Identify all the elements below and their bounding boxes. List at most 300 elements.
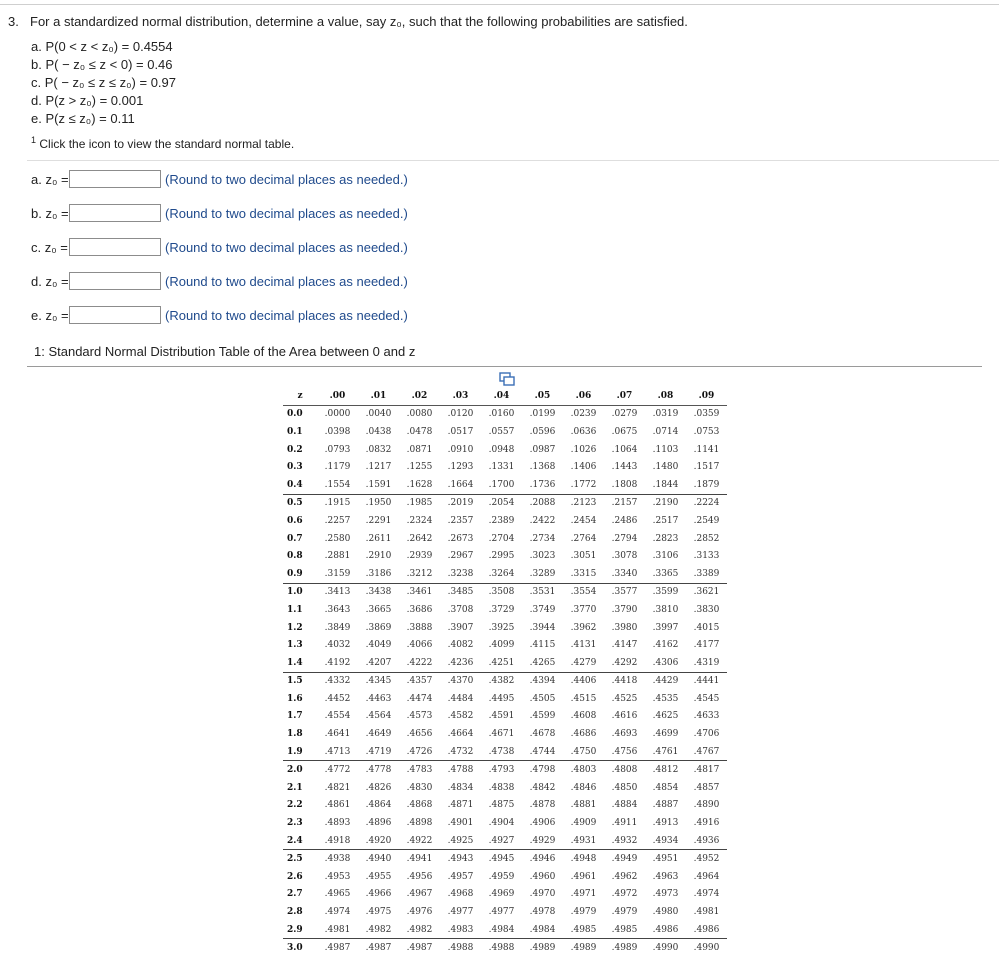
area-cell: .4564 bbox=[365, 711, 392, 722]
area-cell: .0359 bbox=[693, 409, 720, 420]
top-divider bbox=[0, 4, 999, 5]
area-cell: .0040 bbox=[365, 409, 392, 420]
area-cell: .3980 bbox=[611, 622, 638, 633]
table-title-divider bbox=[27, 366, 982, 367]
area-cell: .1255 bbox=[406, 462, 433, 473]
area-cell: .4941 bbox=[399, 850, 440, 868]
answer-hint-e: (Round to two decimal places as needed.) bbox=[165, 307, 408, 323]
table-row bbox=[283, 850, 727, 868]
area-cell: .4783 bbox=[399, 761, 440, 779]
area-cell: .4778 bbox=[358, 761, 399, 779]
area-cell: .4913 bbox=[652, 818, 679, 829]
area-cell: .4484 bbox=[447, 693, 474, 704]
area-cell: .2910 bbox=[365, 551, 392, 562]
table-row bbox=[283, 654, 727, 672]
area-cell: .1368 bbox=[529, 462, 556, 473]
area-cell: .4756 bbox=[611, 746, 638, 757]
area-cell: .2734 bbox=[529, 533, 556, 544]
area-cell: .4671 bbox=[488, 729, 515, 740]
area-cell: .0279 bbox=[611, 409, 638, 420]
area-cell: .4952 bbox=[686, 850, 727, 868]
area-cell: .4911 bbox=[611, 818, 638, 829]
z-value-cell: 2.0 bbox=[283, 761, 317, 779]
area-cell: .3944 bbox=[529, 622, 556, 633]
area-cell: .2224 bbox=[686, 494, 727, 512]
area-cell: .4971 bbox=[570, 889, 597, 900]
area-cell: .3438 bbox=[358, 583, 399, 601]
area-cell: .0793 bbox=[324, 444, 351, 455]
table-row bbox=[283, 743, 727, 761]
z-value-cell: 0.6 bbox=[287, 515, 303, 526]
area-cell: .4599 bbox=[529, 711, 556, 722]
area-cell: .3159 bbox=[324, 568, 351, 579]
area-cell: .3770 bbox=[570, 604, 597, 615]
area-cell: .4032 bbox=[324, 640, 351, 651]
table-row bbox=[283, 797, 727, 815]
answer-input-a[interactable] bbox=[69, 170, 161, 188]
z-value-cell: 2.1 bbox=[287, 782, 303, 793]
answer-label-b: b. z₀ = bbox=[31, 205, 69, 221]
copy-icon[interactable] bbox=[499, 372, 515, 386]
area-cell: .4949 bbox=[604, 850, 645, 868]
area-cell: .4147 bbox=[611, 640, 638, 651]
z-value-cell: 2.5 bbox=[283, 850, 317, 868]
area-cell: .2324 bbox=[406, 515, 433, 526]
footnote-text: Click the icon to view the standard normal table. bbox=[39, 137, 295, 151]
answer-label-d: d. z₀ = bbox=[31, 273, 69, 289]
answer-row-c bbox=[31, 235, 408, 259]
area-cell: .3078 bbox=[611, 551, 638, 562]
area-cell: .4693 bbox=[611, 729, 638, 740]
area-cell: .4967 bbox=[406, 889, 433, 900]
area-cell: .1950 bbox=[358, 494, 399, 512]
area-cell: .4948 bbox=[563, 850, 604, 868]
area-cell: .4864 bbox=[365, 800, 392, 811]
area-cell: .2389 bbox=[488, 515, 515, 526]
area-cell: .4973 bbox=[652, 889, 679, 900]
area-cell: .4429 bbox=[645, 672, 686, 690]
area-cell: .4788 bbox=[440, 761, 481, 779]
z-value-cell: 0.9 bbox=[287, 568, 303, 579]
answer-hint-b: (Round to two decimal places as needed.) bbox=[165, 205, 408, 221]
area-cell: .1064 bbox=[611, 444, 638, 455]
area-cell: .4678 bbox=[529, 729, 556, 740]
answer-label-e: e. z₀ = bbox=[31, 307, 69, 323]
answer-hint-d: (Round to two decimal places as needed.) bbox=[165, 273, 408, 289]
table-row bbox=[283, 708, 727, 726]
area-cell: .3340 bbox=[611, 568, 638, 579]
z-value-cell: 0.0 bbox=[287, 409, 303, 420]
area-cell: .0987 bbox=[529, 444, 556, 455]
table-row bbox=[283, 779, 727, 797]
area-cell: .4909 bbox=[570, 818, 597, 829]
area-cell: .4987 bbox=[317, 939, 358, 957]
area-cell: .4394 bbox=[522, 672, 563, 690]
area-cell: .4959 bbox=[488, 871, 515, 882]
area-cell: .4767 bbox=[693, 746, 720, 757]
answer-row-a bbox=[31, 167, 408, 191]
answer-input-b[interactable] bbox=[69, 204, 161, 222]
part-a: a. P(0 < z < z₀) = 0.4554 bbox=[31, 39, 173, 54]
area-cell: .4505 bbox=[529, 693, 556, 704]
area-cell: .4573 bbox=[406, 711, 433, 722]
area-cell: .3365 bbox=[652, 568, 679, 579]
column-header: .00 bbox=[317, 387, 358, 405]
area-cell: .2517 bbox=[652, 515, 679, 526]
area-cell: .4732 bbox=[447, 746, 474, 757]
area-cell: .4582 bbox=[447, 711, 474, 722]
z-value-cell: 1.1 bbox=[287, 604, 303, 615]
answer-input-e[interactable] bbox=[69, 306, 161, 324]
z-value-cell: 1.0 bbox=[283, 583, 317, 601]
area-cell: .2190 bbox=[645, 494, 686, 512]
table-row bbox=[283, 565, 727, 583]
table-row bbox=[283, 690, 727, 708]
area-cell: .4525 bbox=[611, 693, 638, 704]
area-cell: .4976 bbox=[406, 907, 433, 918]
z-table bbox=[283, 387, 727, 957]
table-row bbox=[283, 868, 727, 886]
area-cell: .3289 bbox=[529, 568, 556, 579]
area-cell: .4990 bbox=[686, 939, 727, 957]
area-cell: .4706 bbox=[693, 729, 720, 740]
area-cell: .4906 bbox=[529, 818, 556, 829]
area-cell: .1331 bbox=[488, 462, 515, 473]
column-header: .05 bbox=[522, 387, 563, 405]
area-cell: .4854 bbox=[652, 782, 679, 793]
answer-input-c[interactable] bbox=[69, 238, 161, 256]
question-parts bbox=[31, 38, 176, 128]
area-cell: .4207 bbox=[365, 657, 392, 668]
table-row bbox=[283, 921, 727, 939]
area-cell: .4963 bbox=[652, 871, 679, 882]
area-cell: .4962 bbox=[611, 871, 638, 882]
area-cell: .4968 bbox=[447, 889, 474, 900]
area-cell: .4975 bbox=[365, 907, 392, 918]
table-title: 1: Standard Normal Distribution Table of the Area between 0 and z bbox=[34, 344, 416, 359]
area-cell: .4082 bbox=[447, 640, 474, 651]
area-cell: .1985 bbox=[399, 494, 440, 512]
area-cell: .4989 bbox=[522, 939, 563, 957]
area-cell: .3729 bbox=[488, 604, 515, 615]
area-cell: .4616 bbox=[611, 711, 638, 722]
area-cell: .4985 bbox=[611, 924, 638, 935]
area-cell: .4664 bbox=[447, 729, 474, 740]
area-cell: .1628 bbox=[406, 479, 433, 490]
area-cell: .4984 bbox=[488, 924, 515, 935]
area-cell: .1480 bbox=[652, 462, 679, 473]
area-cell: .2823 bbox=[652, 533, 679, 544]
area-cell: .2881 bbox=[324, 551, 351, 562]
area-cell: .4332 bbox=[317, 672, 358, 690]
area-cell: .4896 bbox=[365, 818, 392, 829]
area-cell: .4953 bbox=[324, 871, 351, 882]
area-cell: .4966 bbox=[365, 889, 392, 900]
area-cell: .1026 bbox=[570, 444, 597, 455]
area-cell: .3238 bbox=[447, 568, 474, 579]
table-row bbox=[283, 547, 727, 565]
area-cell: .4904 bbox=[488, 818, 515, 829]
answer-input-d[interactable] bbox=[69, 272, 161, 290]
area-cell: .3790 bbox=[611, 604, 638, 615]
area-cell: .3186 bbox=[365, 568, 392, 579]
area-cell: .4192 bbox=[324, 657, 351, 668]
area-cell: .2794 bbox=[611, 533, 638, 544]
z-value-cell: 1.6 bbox=[287, 693, 303, 704]
area-cell: .0000 bbox=[324, 409, 351, 420]
z-value-cell: 0.5 bbox=[283, 494, 317, 512]
area-cell: .4719 bbox=[365, 746, 392, 757]
area-cell: .4452 bbox=[324, 693, 351, 704]
area-cell: .4938 bbox=[317, 850, 358, 868]
area-cell: .3621 bbox=[686, 583, 727, 601]
area-cell: .4738 bbox=[488, 746, 515, 757]
z-value-cell: 0.4 bbox=[287, 479, 303, 490]
area-cell: .4265 bbox=[529, 657, 556, 668]
area-cell: .4982 bbox=[365, 924, 392, 935]
area-cell: .2157 bbox=[604, 494, 645, 512]
area-cell: .3315 bbox=[570, 568, 597, 579]
area-cell: .4955 bbox=[365, 871, 392, 882]
answer-row-d bbox=[31, 269, 408, 293]
area-cell: .1406 bbox=[570, 462, 597, 473]
area-cell: .4545 bbox=[693, 693, 720, 704]
area-cell: .3508 bbox=[481, 583, 522, 601]
area-cell: .4292 bbox=[611, 657, 638, 668]
z-value-cell: 1.9 bbox=[287, 746, 303, 757]
area-cell: .4868 bbox=[406, 800, 433, 811]
area-cell: .3869 bbox=[365, 622, 392, 633]
area-cell: .4279 bbox=[570, 657, 597, 668]
area-cell: .1179 bbox=[324, 462, 351, 473]
area-cell: .0438 bbox=[365, 426, 392, 437]
area-cell: .3810 bbox=[652, 604, 679, 615]
area-cell: .1879 bbox=[693, 479, 720, 490]
table-row bbox=[283, 636, 727, 654]
area-cell: .4177 bbox=[693, 640, 720, 651]
area-cell: .3106 bbox=[652, 551, 679, 562]
z-value-cell: 2.2 bbox=[287, 800, 303, 811]
area-cell: .3023 bbox=[529, 551, 556, 562]
area-cell: .2764 bbox=[570, 533, 597, 544]
area-cell: .3665 bbox=[365, 604, 392, 615]
z-value-cell: 1.7 bbox=[287, 711, 303, 722]
area-cell: .3531 bbox=[522, 583, 563, 601]
area-cell: .4979 bbox=[570, 907, 597, 918]
area-cell: .4922 bbox=[406, 835, 433, 846]
area-cell: .4625 bbox=[652, 711, 679, 722]
area-cell: .4099 bbox=[488, 640, 515, 651]
z-column-header: z bbox=[283, 387, 317, 405]
area-cell: .4929 bbox=[529, 835, 556, 846]
area-cell: .0517 bbox=[447, 426, 474, 437]
area-cell: .4875 bbox=[488, 800, 515, 811]
area-cell: .3554 bbox=[563, 583, 604, 601]
area-cell: .0596 bbox=[529, 426, 556, 437]
area-cell: .1103 bbox=[652, 444, 679, 455]
area-cell: .3925 bbox=[488, 622, 515, 633]
area-cell: .4236 bbox=[447, 657, 474, 668]
area-cell: .4817 bbox=[686, 761, 727, 779]
table-footnote[interactable] bbox=[31, 135, 294, 151]
area-cell: .3849 bbox=[324, 622, 351, 633]
z-value-cell: 2.7 bbox=[287, 889, 303, 900]
column-header: .07 bbox=[604, 387, 645, 405]
area-cell: .4957 bbox=[447, 871, 474, 882]
area-cell: .4983 bbox=[447, 924, 474, 935]
area-cell: .2704 bbox=[488, 533, 515, 544]
area-cell: .4979 bbox=[611, 907, 638, 918]
area-cell: .4463 bbox=[365, 693, 392, 704]
area-cell: .4803 bbox=[563, 761, 604, 779]
area-cell: .4964 bbox=[693, 871, 720, 882]
z-value-cell: 2.6 bbox=[287, 871, 303, 882]
table-row bbox=[283, 441, 727, 459]
answer-hint-c: (Round to two decimal places as needed.) bbox=[165, 239, 408, 255]
area-cell: .2967 bbox=[447, 551, 474, 562]
area-cell: .4934 bbox=[652, 835, 679, 846]
area-cell: .4946 bbox=[522, 850, 563, 868]
question-number: 3. bbox=[8, 14, 19, 29]
area-cell: .1217 bbox=[365, 462, 392, 473]
area-cell: .1141 bbox=[693, 444, 720, 455]
area-cell: .4554 bbox=[324, 711, 351, 722]
area-cell: .4306 bbox=[652, 657, 679, 668]
area-cell: .4960 bbox=[529, 871, 556, 882]
area-cell: .4980 bbox=[652, 907, 679, 918]
area-cell: .4656 bbox=[406, 729, 433, 740]
area-cell: .0120 bbox=[447, 409, 474, 420]
table-row bbox=[283, 530, 727, 548]
area-cell: .1591 bbox=[365, 479, 392, 490]
area-cell: .4761 bbox=[652, 746, 679, 757]
area-cell: .4984 bbox=[529, 924, 556, 935]
area-cell: .4357 bbox=[399, 672, 440, 690]
area-cell: .0753 bbox=[693, 426, 720, 437]
area-cell: .2939 bbox=[406, 551, 433, 562]
area-cell: .4969 bbox=[488, 889, 515, 900]
area-cell: .1736 bbox=[529, 479, 556, 490]
area-cell: .4916 bbox=[693, 818, 720, 829]
area-cell: .4893 bbox=[324, 818, 351, 829]
table-row bbox=[283, 405, 727, 423]
area-cell: .4961 bbox=[570, 871, 597, 882]
area-cell: .4989 bbox=[604, 939, 645, 957]
table-row bbox=[283, 832, 727, 850]
z-value-cell: 1.3 bbox=[287, 640, 303, 651]
area-cell: .4890 bbox=[693, 800, 720, 811]
table-row bbox=[283, 725, 727, 743]
area-cell: .0714 bbox=[652, 426, 679, 437]
area-cell: .0948 bbox=[488, 444, 515, 455]
area-cell: .4633 bbox=[693, 711, 720, 722]
area-cell: .3212 bbox=[406, 568, 433, 579]
area-cell: .3577 bbox=[604, 583, 645, 601]
table-row bbox=[283, 423, 727, 441]
area-cell: .0199 bbox=[529, 409, 556, 420]
area-cell: .3599 bbox=[645, 583, 686, 601]
area-cell: .2611 bbox=[365, 533, 392, 544]
area-cell: .0871 bbox=[406, 444, 433, 455]
area-cell: .2580 bbox=[324, 533, 351, 544]
area-cell: .4970 bbox=[529, 889, 556, 900]
area-cell: .4857 bbox=[693, 782, 720, 793]
column-header: .01 bbox=[358, 387, 399, 405]
z-value-cell: 1.8 bbox=[287, 729, 303, 740]
z-value-cell: 2.4 bbox=[287, 835, 303, 846]
area-cell: .4988 bbox=[481, 939, 522, 957]
area-cell: .3997 bbox=[652, 622, 679, 633]
area-cell: .3749 bbox=[529, 604, 556, 615]
column-header: .04 bbox=[481, 387, 522, 405]
area-cell: .4131 bbox=[570, 640, 597, 651]
z-value-cell: 0.7 bbox=[287, 533, 303, 544]
area-cell: .4985 bbox=[570, 924, 597, 935]
area-cell: .4871 bbox=[447, 800, 474, 811]
area-cell: .4936 bbox=[693, 835, 720, 846]
area-cell: .0398 bbox=[324, 426, 351, 437]
area-cell: .2549 bbox=[693, 515, 720, 526]
area-cell: .3133 bbox=[693, 551, 720, 562]
area-cell: .4838 bbox=[488, 782, 515, 793]
area-cell: .4878 bbox=[529, 800, 556, 811]
area-cell: .3830 bbox=[693, 604, 720, 615]
area-cell: .4861 bbox=[324, 800, 351, 811]
z-table-header bbox=[283, 387, 727, 405]
area-cell: .4940 bbox=[358, 850, 399, 868]
area-cell: .2257 bbox=[324, 515, 351, 526]
area-cell: .4591 bbox=[488, 711, 515, 722]
area-cell: .2852 bbox=[693, 533, 720, 544]
area-cell: .3051 bbox=[570, 551, 597, 562]
area-cell: .4808 bbox=[604, 761, 645, 779]
area-cell: .3907 bbox=[447, 622, 474, 633]
table-row bbox=[283, 458, 727, 476]
area-cell: .4515 bbox=[570, 693, 597, 704]
answer-hint-a: (Round to two decimal places as needed.) bbox=[165, 171, 408, 187]
area-cell: .2642 bbox=[406, 533, 433, 544]
area-cell: .1808 bbox=[611, 479, 638, 490]
area-cell: .0239 bbox=[570, 409, 597, 420]
area-cell: .4989 bbox=[563, 939, 604, 957]
area-cell: .4015 bbox=[693, 622, 720, 633]
area-cell: .3264 bbox=[488, 568, 515, 579]
area-cell: .4826 bbox=[365, 782, 392, 793]
area-cell: .4495 bbox=[488, 693, 515, 704]
area-cell: .4982 bbox=[406, 924, 433, 935]
area-cell: .2088 bbox=[522, 494, 563, 512]
section-divider bbox=[27, 160, 999, 161]
answer-label-a: a. z₀ = bbox=[31, 171, 69, 187]
area-cell: .4850 bbox=[611, 782, 638, 793]
z-value-cell: 0.8 bbox=[287, 551, 303, 562]
table-row bbox=[283, 814, 727, 832]
area-cell: .2422 bbox=[529, 515, 556, 526]
area-cell: .4750 bbox=[570, 746, 597, 757]
area-cell: .4834 bbox=[447, 782, 474, 793]
area-cell: .3962 bbox=[570, 622, 597, 633]
part-c: c. P( − z₀ ≤ z ≤ z₀) = 0.97 bbox=[31, 75, 176, 90]
area-cell: .4115 bbox=[529, 640, 556, 651]
area-cell: .3643 bbox=[324, 604, 351, 615]
area-cell: .4887 bbox=[652, 800, 679, 811]
area-cell: .4370 bbox=[440, 672, 481, 690]
area-cell: .3389 bbox=[693, 568, 720, 579]
area-cell: .4345 bbox=[358, 672, 399, 690]
area-cell: .2454 bbox=[570, 515, 597, 526]
area-cell: .2019 bbox=[440, 494, 481, 512]
area-cell: .0080 bbox=[406, 409, 433, 420]
